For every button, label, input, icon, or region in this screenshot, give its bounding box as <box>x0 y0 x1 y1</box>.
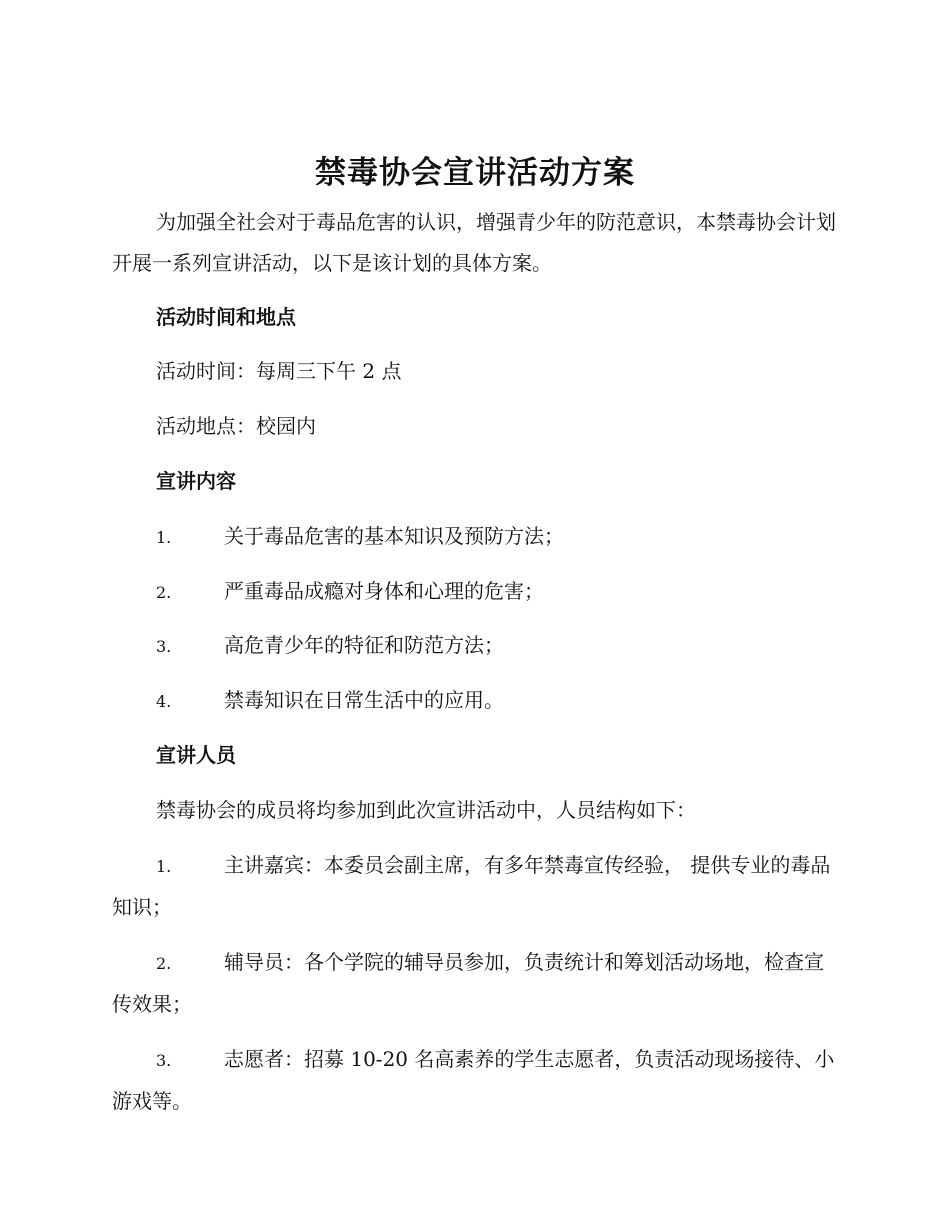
list-item-text: 志愿者：招募 10-20 名高素养的学生志愿者，负责活动现场接待、小游戏等。 <box>112 1047 835 1113</box>
staff-item-1 <box>112 845 838 928</box>
list-number: 2. <box>156 954 172 973</box>
heading-time-place: 活动时间和地点 <box>156 305 296 329</box>
document-title: 禁毒协会宣讲活动方案 <box>315 155 635 191</box>
intro-paragraph: 为加强全社会对于毒品危害的认识，增强青少年的防范意识，本禁毒协会计划开展一系列宣讲活动，以下是该计划的具体方案。 <box>112 210 836 275</box>
list-item-text: 禁毒知识在日常生活中的应用。 <box>224 688 504 712</box>
list-item-text: 高危青少年的特征和防范方法； <box>224 633 504 657</box>
list-number: 1. <box>156 857 172 876</box>
activity-place: 活动地点：校园内 <box>156 414 316 438</box>
staff-item-2 <box>112 942 838 1025</box>
list-item-text: 主讲嘉宾：本委员会副主席，有多年禁毒宣传经验， 提供专业的毒品知识； <box>112 853 831 919</box>
list-number: 3. <box>156 637 172 656</box>
list-item-text: 严重毒品成瘾对身体和心理的危害； <box>224 579 544 603</box>
content-item-1 <box>156 521 564 553</box>
content-item-4 <box>156 685 504 717</box>
content-item-2 <box>156 576 544 608</box>
content-item-3 <box>156 630 504 662</box>
heading-content: 宣讲内容 <box>156 469 236 493</box>
activity-time: 活动时间：每周三下午 2 点 <box>156 359 402 383</box>
staff-item-3 <box>112 1039 838 1122</box>
list-item-text: 辅导员：各个学院的辅导员参加，负责统计和筹划活动场地，检查宣传效果； <box>112 950 824 1016</box>
heading-staff: 宣讲人员 <box>156 743 236 767</box>
staff-intro: 禁毒协会的成员将均参加到此次宣讲活动中，人员结构如下： <box>156 798 696 822</box>
list-item-text: 关于毒品危害的基本知识及预防方法； <box>224 524 564 548</box>
list-number: 1. <box>156 528 172 547</box>
list-number: 2. <box>156 583 172 602</box>
list-number: 4. <box>156 692 172 711</box>
list-number: 3. <box>156 1051 172 1070</box>
